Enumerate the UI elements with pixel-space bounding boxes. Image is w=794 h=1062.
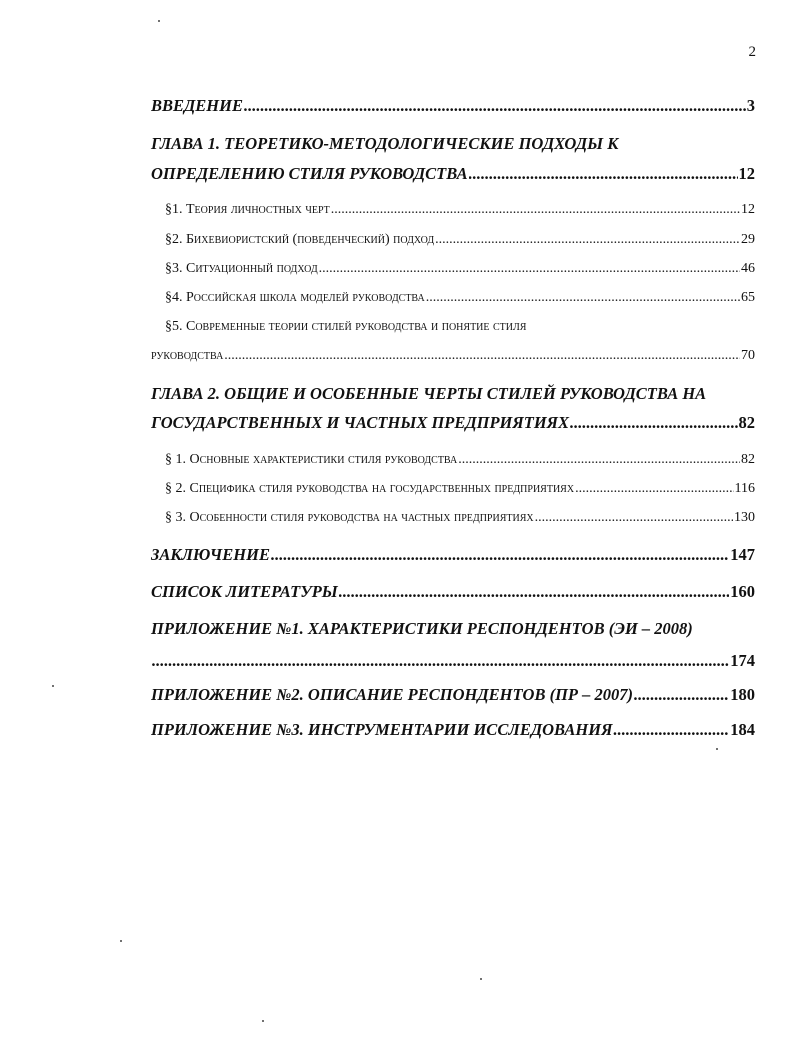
toc-leader-dots	[469, 164, 738, 184]
toc-leader-dots	[331, 202, 740, 218]
toc-entry-page: 180	[730, 685, 755, 704]
toc-entry-label: ОПРЕДЕЛЕНИЮ СТИЛЯ РУКОВОДСТВА	[151, 164, 468, 183]
toc-entry-page: 12	[741, 202, 755, 217]
toc-entry-label: §1. Теория личностных черт	[165, 202, 330, 217]
toc-entry-section[interactable]	[151, 348, 755, 364]
toc-entry-references[interactable]	[151, 582, 755, 602]
toc-leader-dots	[319, 261, 740, 277]
scan-speck	[262, 1020, 264, 1022]
toc-entry-page: 12	[738, 164, 755, 183]
toc-entry-page: 130	[734, 510, 755, 525]
toc-entry-section[interactable]	[165, 481, 755, 497]
toc-leader-dots	[458, 452, 740, 468]
toc-entry-appendix1[interactable]	[151, 651, 755, 671]
scan-speck	[158, 20, 160, 22]
toc-chapter1-title-line1[interactable]: ГЛАВА 1. ТЕОРЕТИКО-МЕТОДОЛОГИЧЕСКИЕ ПОДХОДЫ К	[151, 134, 619, 153]
toc-entry-page: 174	[730, 651, 755, 670]
toc-entry-section[interactable]	[165, 452, 755, 468]
scan-speck	[480, 978, 482, 980]
toc-leader-dots	[435, 232, 740, 248]
toc-chapter2-title-line1[interactable]: ГЛАВА 2. ОБЩИЕ И ОСОБЕННЫЕ ЧЕРТЫ СТИЛЕЙ РУКОВОДСТВА НА	[151, 384, 707, 403]
toc-leader-dots	[535, 510, 733, 526]
toc-entry-label: § 3. Особенности стиля руководства на частных предприятиях	[165, 510, 534, 525]
toc-leader-dots	[271, 545, 729, 565]
toc-entry-intro[interactable]	[151, 96, 755, 116]
toc-entry-page: 82	[738, 413, 755, 432]
toc-section5-line1[interactable]: §5. Современные теории стилей руководства и понятие стиля	[165, 319, 527, 334]
toc-entry-page: 46	[741, 261, 755, 276]
page-number: 2	[748, 44, 756, 60]
toc-entry-label: §2. Бихевиористский (поведенческий) подход	[165, 232, 435, 247]
toc-leader-dots	[634, 685, 729, 705]
toc-entry-label: § 1. Основные характеристики стиля руководства	[165, 452, 458, 467]
toc-leader-dots	[575, 481, 733, 497]
scan-speck	[716, 748, 718, 750]
scan-speck	[52, 685, 54, 687]
toc-entry-label: руководства	[151, 348, 224, 363]
toc-leader-dots	[339, 582, 729, 602]
toc-entry-label: ВВЕДЕНИЕ	[151, 96, 243, 115]
toc-entry-page: 116	[734, 481, 755, 496]
toc-entry-page: 3	[746, 96, 755, 115]
toc-entry-label: §3. Ситуационный подход	[165, 261, 318, 276]
toc-entry-page: 29	[741, 232, 755, 247]
toc-leader-dots	[426, 290, 740, 306]
toc-entry-section[interactable]	[165, 510, 755, 526]
toc-entry-chapter2[interactable]	[151, 413, 755, 433]
toc-entry-section[interactable]	[165, 290, 755, 306]
toc-entry-appendix2[interactable]	[151, 685, 755, 705]
toc-leader-dots	[152, 651, 729, 671]
toc-entry-label: §4. Российская школа моделей руководства	[165, 290, 425, 305]
toc-entry-page: 184	[730, 720, 755, 739]
toc-appendix1-title[interactable]: ПРИЛОЖЕНИЕ №1. ХАРАКТЕРИСТИКИ РЕСПОНДЕНТОВ (ЭИ – 2008)	[151, 619, 693, 638]
toc-entry-appendix3[interactable]	[151, 720, 755, 740]
toc-leader-dots	[224, 348, 740, 364]
toc-entry-chapter1[interactable]	[151, 164, 755, 184]
toc-leader-dots	[570, 413, 737, 433]
toc-entry-page: 147	[730, 545, 755, 564]
toc-entry-page: 160	[730, 582, 755, 601]
toc-entry-page: 82	[741, 452, 755, 467]
toc-entry-section[interactable]	[165, 232, 755, 248]
toc-entry-label: § 2. Специфика стиля руководства на государственных предприятиях	[165, 481, 575, 496]
toc-entry-label: ГОСУДАРСТВЕННЫХ И ЧАСТНЫХ ПРЕДПРИЯТИЯХ	[151, 413, 570, 432]
toc-leader-dots	[613, 720, 729, 740]
toc-leader-dots	[244, 96, 746, 116]
toc-entry-section[interactable]	[165, 261, 755, 277]
toc-entry-label: ПРИЛОЖЕНИЕ №3. ИНСТРУМЕНТАРИИ ИССЛЕДОВАНИЯ	[151, 720, 613, 739]
toc-entry-page: 70	[741, 348, 755, 363]
toc-entry-label: ПРИЛОЖЕНИЕ №2. ОПИСАНИЕ РЕСПОНДЕНТОВ (ПР – 2007)	[151, 685, 633, 704]
scan-speck	[120, 940, 122, 942]
toc-entry-label: ЗАКЛЮЧЕНИЕ	[151, 545, 270, 564]
toc-entry-conclusion[interactable]	[151, 545, 755, 565]
toc-entry-section[interactable]	[165, 202, 755, 218]
toc-entry-page: 65	[741, 290, 755, 305]
toc-entry-label: СПИСОК ЛИТЕРАТУРЫ	[151, 582, 338, 601]
